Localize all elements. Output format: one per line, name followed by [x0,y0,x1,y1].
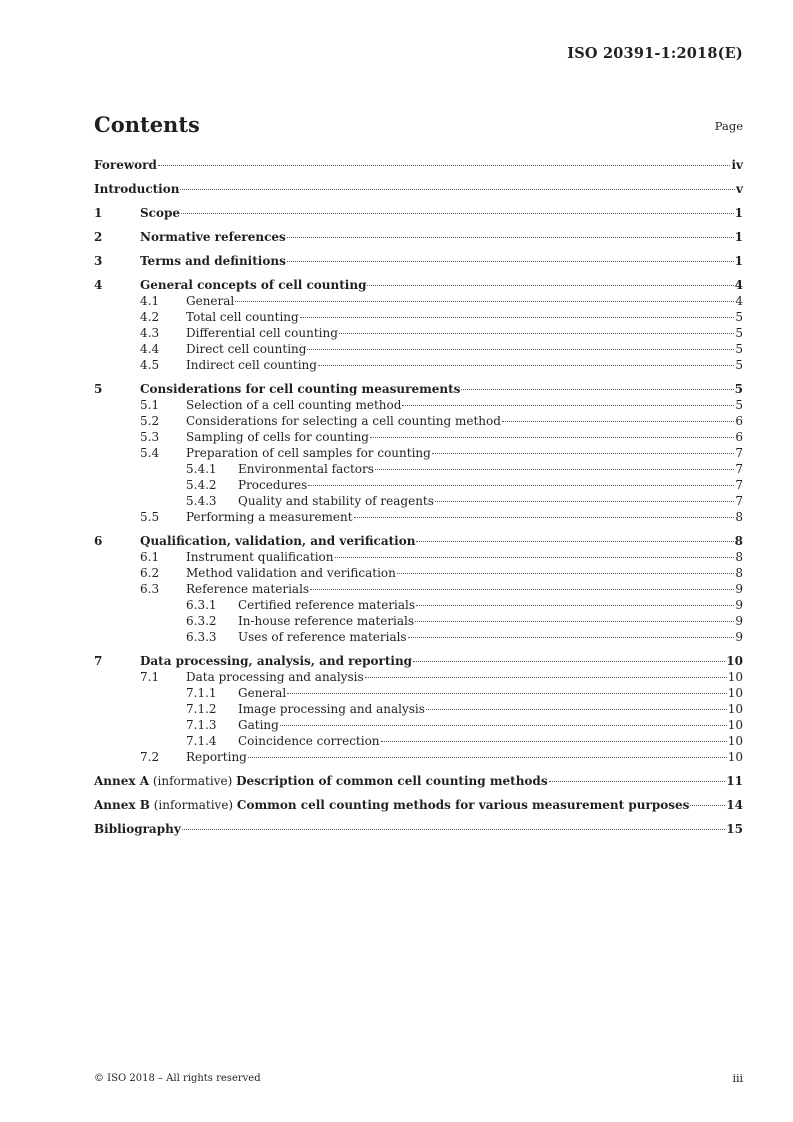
dot-leader [182,829,726,830]
toc-entry-page: 5 [735,398,743,412]
toc-entry[interactable] [0,549,793,565]
toc-entry-page: 11 [726,774,743,788]
toc-entry-title: Environmental factors [238,462,374,476]
toc-entry-page: 10 [727,734,743,748]
toc-entry[interactable] [0,669,793,685]
toc-entry-title: Introduction [94,182,180,196]
toc-entry-page: 7 [735,446,743,460]
toc-entry[interactable] [0,445,793,461]
toc-entry-page: 5 [735,342,743,356]
toc-entry-page: 1 [734,254,743,268]
toc-entry[interactable] [0,277,793,293]
toc-entry[interactable] [0,581,793,597]
toc-entry-number: 4.4 [140,342,160,356]
toc-entry-page: 5 [735,358,743,372]
toc-entry-number: 4 [94,278,103,292]
dot-leader [318,365,734,366]
toc-entry-page: 8 [735,550,743,564]
dot-leader [416,541,733,542]
toc-entry-number: 5 [94,382,103,396]
dot-leader [310,589,734,590]
toc-entry-title: Sampling of cells for counting [186,430,369,444]
toc-entry-number: 6.3 [140,582,160,596]
toc-entry-page: 1 [734,230,743,244]
document-header-id: ISO 20391-1:2018(E) [567,45,743,62]
toc-entry[interactable] [0,749,793,765]
dot-leader [287,261,734,262]
toc-entry-page: 7 [735,478,743,492]
toc-entry-number: 7.1.4 [186,734,217,748]
dot-leader [381,741,727,742]
toc-entry-title: Differential cell counting [186,326,338,340]
toc-entry-title: Data processing, analysis, and reporting [140,654,413,668]
toc-entry[interactable] [0,181,793,197]
dot-leader [180,189,735,190]
toc-entry-page: 6 [735,414,743,428]
toc-entry-number: 4.5 [140,358,160,372]
toc-entry-title: Direct cell counting [186,342,307,356]
toc-entry-number: 4.2 [140,310,160,324]
toc-entry-page: 10 [727,670,743,684]
toc-entry-page: 14 [726,798,743,812]
toc-entry-title [94,773,548,789]
toc-entry-page: iv [731,158,743,172]
toc-entry-number: 6.3.3 [186,630,217,644]
toc-entry-page: 8 [735,510,743,524]
toc-entry-page: 7 [735,494,743,508]
toc-entry-title: Method validation and verification [186,566,396,580]
toc-entry-title: Total cell counting [186,310,299,324]
toc-entry-page: 9 [735,582,743,596]
toc-entry-page: 7 [735,462,743,476]
toc-entry-number: 5.4.3 [186,494,217,508]
toc-entry-page: 15 [726,822,743,836]
toc-entry[interactable] [0,773,793,789]
toc-entry[interactable] [0,565,793,581]
toc-entry-number: 6 [94,534,103,548]
toc-entry-title: Image processing and analysis [238,702,425,716]
toc-entry-page: 10 [727,750,743,764]
toc-entry-number: 7.1.2 [186,702,217,716]
toc-entry-page: 10 [727,702,743,716]
dot-leader [415,621,734,622]
toc-entry-title: Reporting [186,750,247,764]
toc-entry-page: 10 [727,686,743,700]
toc-entry-number: 5.5 [140,510,160,524]
toc-entry-number: 6.1 [140,550,160,564]
toc-entry[interactable] [0,653,793,669]
toc-entry[interactable] [0,413,793,429]
dot-leader [432,453,735,454]
toc-entry[interactable] [0,597,793,613]
dot-leader [181,213,734,214]
toc-entry-page: 10 [727,718,743,732]
toc-entry-number: 7.1.1 [186,686,217,700]
toc-entry[interactable] [0,717,793,733]
toc-entry-page: 6 [735,430,743,444]
toc-entry-title: Reference materials [186,582,310,596]
toc-entry-number: 3 [94,254,103,268]
dot-leader [235,301,734,302]
toc-entry-page: 5 [735,326,743,340]
toc-entry-title: Gating [238,718,279,732]
copyright-footer: © ISO 2018 – All rights reserved [94,1073,261,1084]
page-number: iii [732,1072,743,1085]
toc-entry-page: 9 [735,614,743,628]
toc-entry[interactable] [0,325,793,341]
toc-entry-title: Qualification, validation, and verification [140,534,416,548]
toc-entry-number: 4.1 [140,294,160,308]
annex-title: Common cell counting methods for various measurement purposes [236,798,690,812]
toc-entry-number: 5.3 [140,430,160,444]
toc-entry-page: 5 [735,310,743,324]
toc-entry[interactable] [0,357,793,373]
toc-entry[interactable] [0,477,793,493]
toc-entry[interactable] [0,821,793,837]
toc-entry-page: 4 [734,278,743,292]
toc-entry-page: 10 [726,654,743,668]
toc-entry[interactable] [0,397,793,413]
toc-entry[interactable] [0,797,793,813]
dot-leader [367,285,733,286]
toc-entry-title: Normative references [140,230,286,244]
dot-leader [549,781,726,782]
toc-entry-title: In-house reference materials [238,614,415,628]
toc-entry-number: 5.4 [140,446,160,460]
toc-entry[interactable] [0,293,793,309]
toc-entry[interactable] [0,629,793,645]
toc-entry-title: Instrument qualification [186,550,334,564]
toc-entry-title: General [238,686,287,700]
dot-leader [413,661,725,662]
toc-entry[interactable] [0,229,793,245]
toc-entry-title: Uses of reference materials [238,630,407,644]
toc-entry[interactable] [0,685,793,701]
toc-entry[interactable] [0,253,793,269]
dot-leader [397,573,735,574]
annex-label: Annex A [94,774,150,788]
toc-entry-title: Indirect cell counting [186,358,317,372]
dot-leader [248,757,727,758]
toc-entry-title: Performing a measurement [186,510,353,524]
toc-entry-number: 4.3 [140,326,160,340]
toc-entry-page: 9 [735,598,743,612]
dot-leader [435,501,734,502]
toc-entry-number: 7.1.3 [186,718,217,732]
toc-entry[interactable] [0,509,793,525]
dot-leader [158,165,731,166]
toc-entry-title: Bibliography [94,822,181,836]
toc-entry-title: Foreword [94,158,157,172]
toc-entry-title: Scope [140,206,181,220]
toc-entry-title: Selection of a cell counting method [186,398,402,412]
toc-entry-title: Preparation of cell samples for counting [186,446,431,460]
dot-leader [287,693,726,694]
toc-entry-page: 4 [735,294,743,308]
dot-leader [280,725,727,726]
toc-entry-number: 6.3.1 [186,598,217,612]
annex-label: Annex B [94,798,150,812]
toc-entry[interactable] [0,381,793,397]
dot-leader [375,469,734,470]
dot-leader [365,677,727,678]
toc-entry-title: Considerations for selecting a cell counting method [186,414,501,428]
toc-entry-number: 2 [94,230,103,244]
dot-leader [408,637,735,638]
toc-entry[interactable] [0,533,793,549]
toc-entry[interactable] [0,493,793,509]
dot-leader [339,333,734,334]
toc-entry-title: General concepts of cell counting [140,278,367,292]
dot-leader [426,709,727,710]
toc-entry-number: 5.1 [140,398,160,412]
dot-leader [402,405,734,406]
dot-leader [335,557,735,558]
toc-entry-page: 8 [734,534,743,548]
toc-entry[interactable] [0,309,793,325]
toc-entry-number: 7.1 [140,670,160,684]
page-title: Contents [94,112,200,137]
dot-leader [300,317,735,318]
dot-leader [354,517,735,518]
toc-entry-title: Data processing and analysis [186,670,364,684]
toc-entry-page: 5 [734,382,743,396]
dot-leader [502,421,734,422]
toc-entry[interactable] [0,341,793,357]
toc-entry[interactable] [0,157,793,173]
dot-leader [416,605,734,606]
toc-entry-page: 9 [735,630,743,644]
toc-entry-page: v [736,182,743,196]
annex-note: (informative) [149,774,237,788]
page-column-label: Page [714,119,743,133]
toc-entry-title: Coincidence correction [238,734,380,748]
toc-entry[interactable] [0,733,793,749]
toc-entry[interactable] [0,461,793,477]
toc-entry-title: Certified reference materials [238,598,416,612]
toc-entry-number: 7.2 [140,750,160,764]
dot-leader [461,389,733,390]
toc-entry[interactable] [0,429,793,445]
toc-entry-title: General [186,294,235,308]
dot-leader [690,805,725,806]
toc-entry-title: Terms and definitions [140,254,286,268]
toc-entry-title: Quality and stability of reagents [238,494,434,508]
toc-entry-page: 8 [735,566,743,580]
toc-entry[interactable] [0,613,793,629]
dot-leader [287,237,734,238]
toc-entry[interactable] [0,205,793,221]
toc-entry-number: 6.3.2 [186,614,217,628]
toc-entry-number: 1 [94,206,103,220]
dot-leader [370,437,734,438]
dot-leader [308,485,734,486]
toc-entry-number: 5.2 [140,414,160,428]
toc-entry-number: 6.2 [140,566,160,580]
toc-entry-number: 5.4.2 [186,478,217,492]
annex-note: (informative) [149,798,237,812]
toc-entry-number: 5.4.1 [186,462,217,476]
toc-entry-title: Considerations for cell counting measurements [140,382,461,396]
toc-entry-title: Procedures [238,478,308,492]
toc-entry-number: 7 [94,654,103,668]
toc-entry-title [94,797,689,813]
toc-entry-page: 1 [734,206,743,220]
dot-leader [307,349,734,350]
toc-entry[interactable] [0,701,793,717]
annex-title: Description of common cell counting methods [236,774,548,788]
